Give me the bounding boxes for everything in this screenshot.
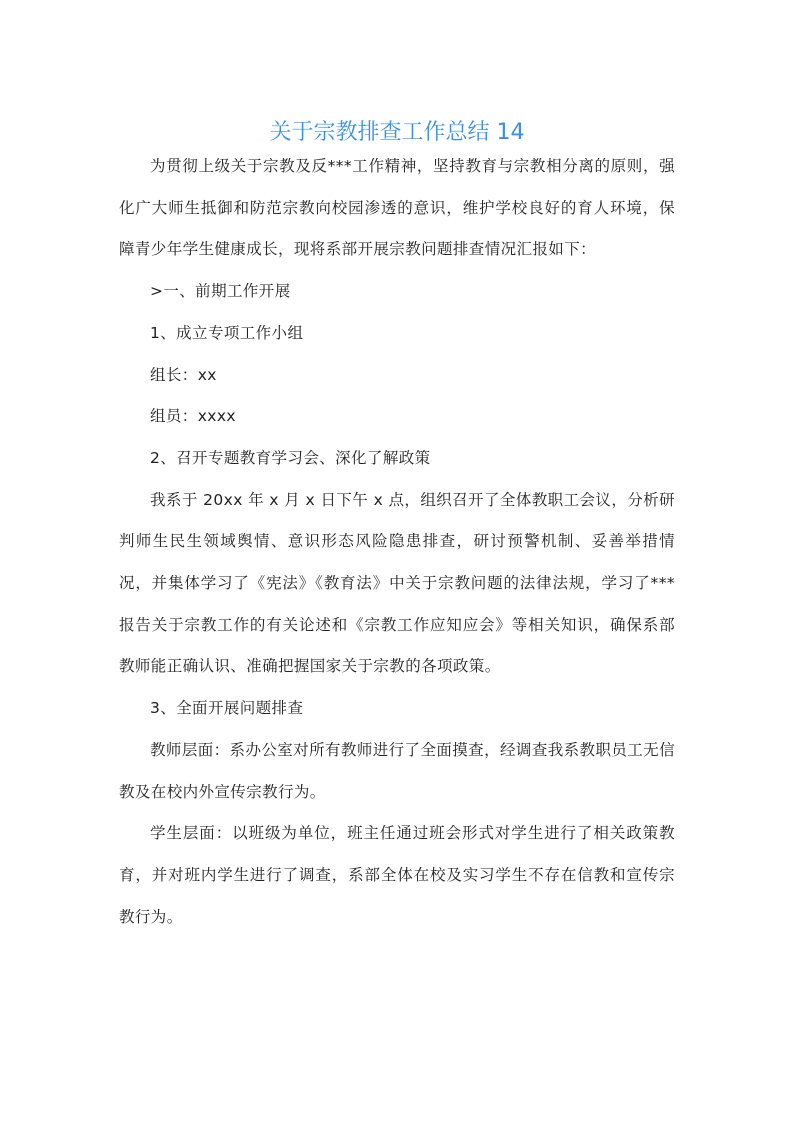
subsection-heading: 3、全面开展问题排查 bbox=[150, 699, 304, 718]
document-body bbox=[119, 146, 675, 938]
section-heading: >一、前期工作开展 bbox=[150, 282, 291, 301]
student-paragraph: 学生层面：以班级为单位，班主任通过班会形式对学生进行了相关政策教育，并对班内学生进行了调查，系部全体在校及实习学生不存在信教和宣传宗教行为。 bbox=[119, 824, 675, 926]
document-title: 关于宗教排查工作总结 14 bbox=[269, 119, 525, 145]
teacher-paragraph: 教师层面：系办公室对所有教师进行了全面摸查，经调查我系教职员工无信教及在校内外宣传宗教行为。 bbox=[119, 740, 675, 801]
subsection-heading: 1、成立专项工作小组 bbox=[150, 323, 304, 342]
subsection-heading: 2、召开专题教育学习会、深化了解政策 bbox=[150, 448, 431, 467]
leader-line: 组长：xx bbox=[150, 365, 217, 384]
members-line: 组员：xxxx bbox=[150, 407, 236, 426]
meeting-paragraph: 我系于 20xx 年 x 月 x 日下午 x 点，组织召开了全体教职工会议，分析研判师生民生领域舆情、意识形态风险隐患排查，研讨预警机制、妥善举措情况，并集体学习了《宪法》《教育法》中关于宗教问题的法律法规，学习了***报告关于宗教工作的有关论述和《宗教工作应知应会》等相关知识，确保系部教师能正确认识、准确把握国家关于宗教的各项政策。 bbox=[119, 490, 675, 676]
intro-paragraph: 为贯彻上级关于宗教及反***工作精神，坚持教育与宗教相分离的原则，强化广大师生抵御和防范宗教向校园渗透的意识，维护学校良好的育人环境，保障青少年学生健康成长，现将系部开展宗教问题排查情况汇报如下： bbox=[119, 157, 675, 259]
